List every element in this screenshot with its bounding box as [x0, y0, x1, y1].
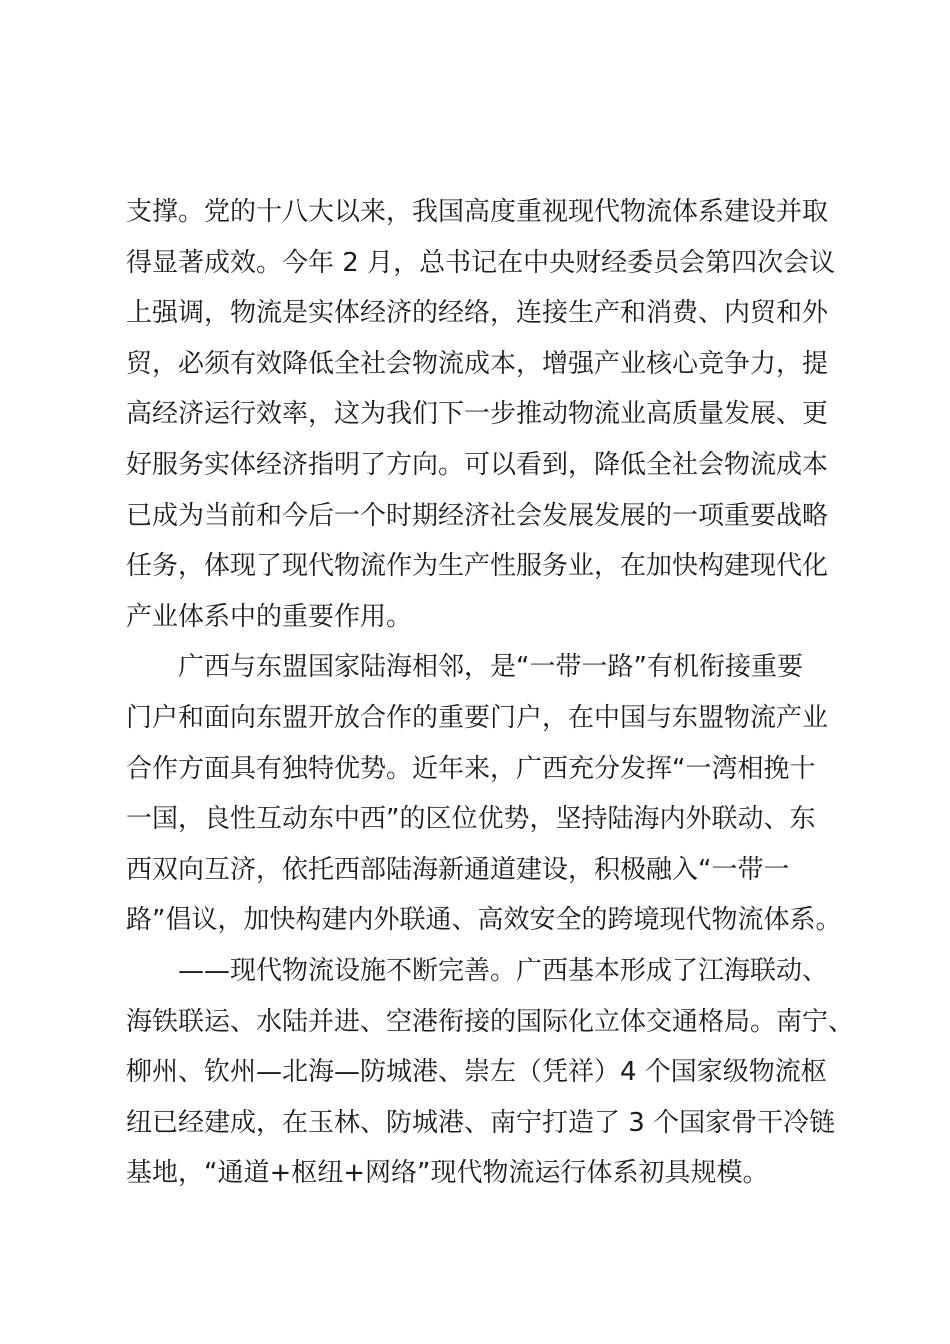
text-line: 海铁联运、水陆并进、空港衔接的国际化立体交通格局。南宁、 — [126, 1006, 855, 1037]
text-line: 已成为当前和今后一个时期经济社会发展发展的一项重要战略 — [126, 500, 829, 531]
text-line: 得显著成效。今年 2 月，总书记在中央财经委员会第四次会议 — [126, 247, 836, 278]
text-line: 西双向互济，依托西部陆海新通道建设，积极融入“一带一 — [126, 854, 790, 885]
text-line: 门户和面向东盟开放合作的重要门户，在中国与东盟物流产业 — [126, 702, 829, 733]
paragraph-first-line: 广西与东盟国家陆海相邻，是“一带一路”有机衔接重要 — [178, 652, 803, 683]
document-body — [126, 187, 855, 1199]
text-line: 纽已经建成，在玉林、防城港、南宁打造了 3 个国家骨干冷链 — [126, 1107, 836, 1138]
text-line: 合作方面具有独特优势。近年来，广西充分发挥“一湾相挽十 — [126, 753, 816, 784]
text-line: 高经济运行效率，这为我们下一步推动物流业高质量发展、更 — [126, 399, 829, 430]
text-line: 好服务实体经济指明了方向。可以看到，降低全社会物流成本 — [126, 449, 829, 480]
text-line: 一国，良性互动东中西”的区位优势，坚持陆海内外联动、东 — [126, 804, 816, 835]
text-line: 贸，必须有效降低全社会物流成本，增强产业核心竞争力，提 — [126, 348, 829, 379]
paragraph-first-line: ——现代物流设施不断完善。广西基本形成了江海联动、 — [178, 955, 829, 986]
text-line: 产业体系中的重要作用。 — [126, 601, 413, 632]
text-line: 上强调，物流是实体经济的经络，连接生产和消费、内贸和外 — [126, 298, 829, 329]
text-line: 柳州、钦州—北海—防城港、崇左（凭祥）4 个国家级物流枢 — [126, 1057, 827, 1088]
text-line: 支撑。党的十八大以来，我国高度重视现代物流体系建设并取 — [126, 197, 829, 227]
text-line: 任务，体现了现代物流作为生产性服务业，在加快构建现代化 — [126, 551, 829, 582]
text-line: 基地，“通道+枢纽+网络”现代物流运行体系初具规模。 — [126, 1158, 769, 1189]
text-line: 路”倡议，加快构建内外联通、高效安全的跨境现代物流体系。 — [126, 905, 842, 936]
